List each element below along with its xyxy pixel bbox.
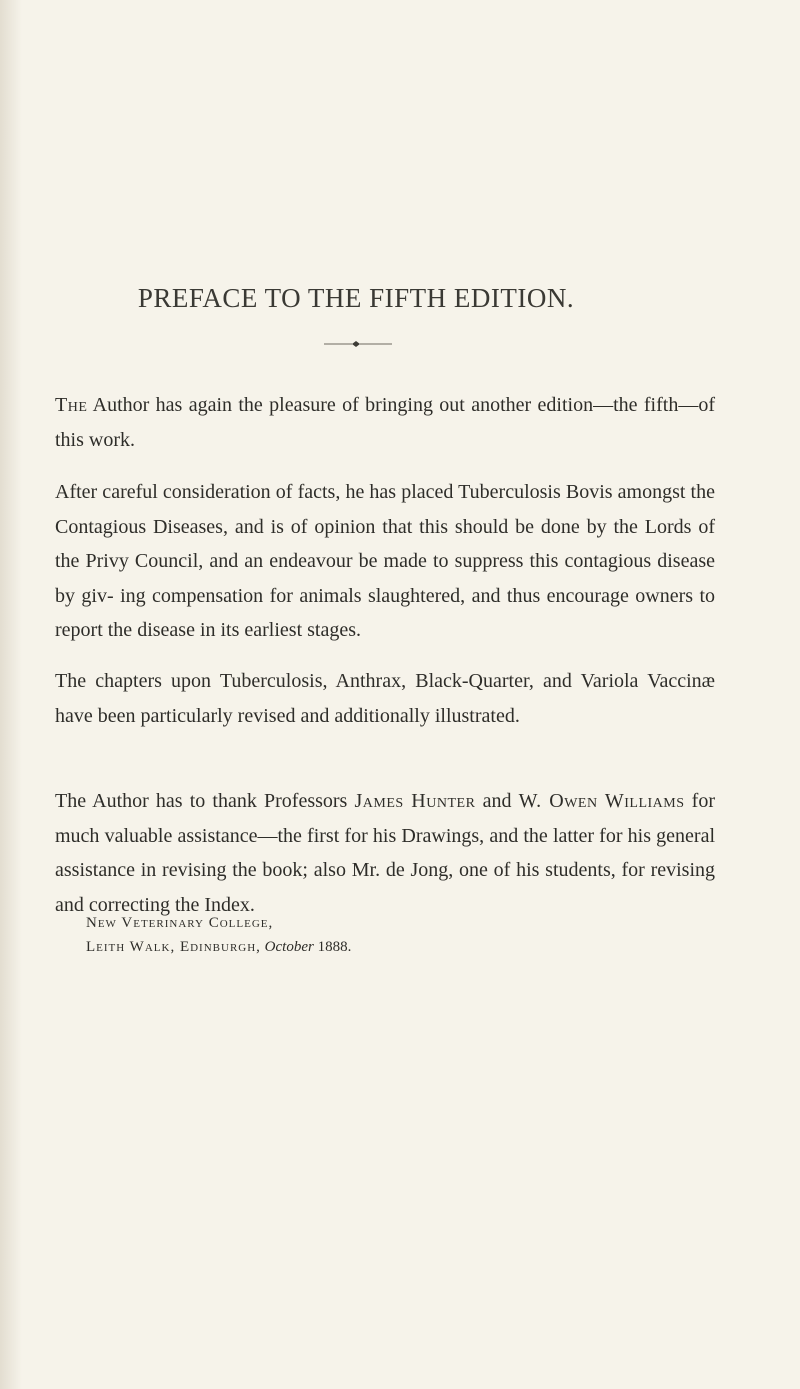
ack-name-williams: W. Owen Williams [518, 790, 685, 812]
paragraph-acknowledgements [55, 784, 715, 922]
paragraph-tuberculosis: After careful consideration of facts, he has placed Tuberculosis Bovis amongst the Contagious Diseases, and is of opinion that this should be done by the Lords of the Privy Council, and an endeavour be made to suppress this contagious disease by giv- ing compensation for animals slaughtered, and thus encourage owners to report the disease in its earliest stages. [55, 481, 715, 641]
signature-institution [86, 912, 706, 934]
ack-name-hunter: James Hunter [354, 790, 476, 812]
paragraph-chapters: The chapters upon Tuberculosis, Anthrax, Black-Quarter, and Variola Vaccinæ have been particularly revised and additionally illustrated. [55, 670, 715, 727]
signature-month: October [264, 939, 314, 955]
page-title: PREFACE TO THE FIFTH EDITION. [137, 283, 575, 313]
ack-text-1: The Author has to thank Professors [55, 790, 355, 812]
ack-text-2: and [475, 790, 519, 812]
signature-place-date [86, 936, 706, 958]
paragraph-intro-text: Author has again the pleasure of bringing out another edition—the fifth—of this work. [55, 394, 715, 451]
signature-place: Leith Walk, Edinburgh, [86, 939, 261, 955]
ack-text-3: for much valuable assistance—the first for his Drawings, and the latter for his general assistance in revising the book; also Mr. de Jong, one of his students, for revising and correcting the Index. [55, 790, 715, 916]
divider-ornament-icon [322, 340, 394, 348]
paragraph-intro [55, 388, 715, 457]
paragraph-intro-lead: The [55, 394, 88, 416]
signature-year: 1888. [317, 939, 352, 955]
signature-line-1: New Veterinary College, [86, 915, 274, 931]
